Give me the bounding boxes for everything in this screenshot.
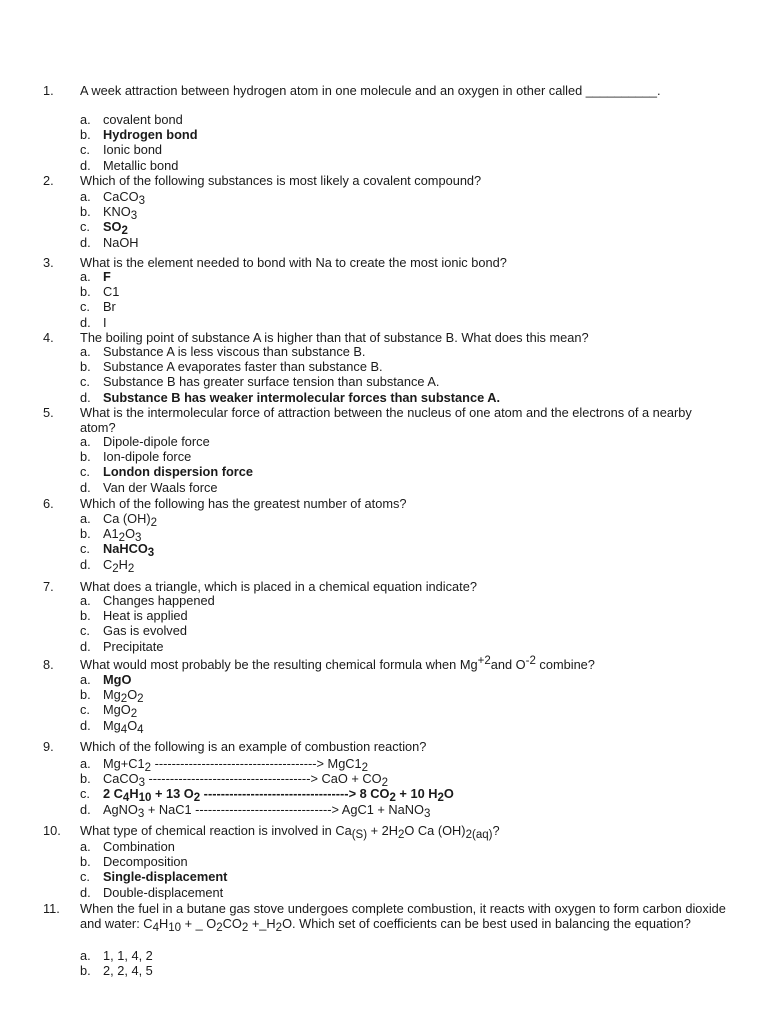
options-list — [80, 434, 740, 495]
option — [80, 344, 740, 359]
option-letter: c. — [80, 374, 90, 390]
text-run: NaOH — [103, 234, 139, 250]
superscript: -2 — [525, 654, 536, 667]
option — [80, 963, 740, 978]
option-letter: a. — [80, 434, 91, 449]
option-letter: c. — [80, 219, 90, 235]
question-text — [80, 255, 730, 270]
subscript: 2 — [127, 562, 135, 575]
option — [80, 315, 740, 330]
text-run: H — [158, 916, 169, 932]
text-run: combine? — [535, 657, 595, 672]
text-run: H — [118, 556, 128, 572]
option — [80, 541, 740, 560]
text-run: Metallic bond — [103, 157, 179, 173]
option — [80, 464, 740, 479]
option-letter: c. — [80, 299, 90, 315]
option-letter: d. — [80, 556, 91, 572]
option-text — [103, 142, 162, 157]
option-letter: a. — [80, 112, 91, 127]
text-run: +_H — [248, 916, 276, 932]
subscript: 2 — [275, 922, 283, 935]
option-text — [103, 511, 158, 529]
option-text — [103, 717, 144, 736]
text-run: ? — [492, 823, 500, 838]
option-text — [103, 374, 440, 389]
text-run: Double-displacement — [103, 884, 224, 900]
subscript: 4 — [122, 792, 130, 805]
option-letter: c. — [80, 541, 90, 557]
text-run: H — [129, 786, 139, 802]
text-run: Substance B has weaker intermolecular forces than substance A. — [103, 389, 501, 405]
subscript: 3 — [138, 194, 145, 207]
option-text — [103, 315, 107, 330]
text-run: What does a triangle, which is placed in a chemical equation indicate? — [80, 579, 477, 594]
subscript: 2 — [193, 792, 201, 805]
option-letter: d. — [80, 638, 91, 654]
text-run: Ca (OH) — [103, 511, 151, 526]
option-letter: d. — [80, 801, 91, 817]
text-run: Hydrogen bond — [103, 127, 198, 143]
text-run: The boiling point of substance A is higher than that of substance B. What does this mean? — [80, 330, 589, 345]
option — [80, 593, 740, 608]
subscript: 2 — [130, 708, 138, 721]
text-run: Decomposition — [103, 854, 188, 870]
option-letter: c. — [80, 786, 90, 802]
option-letter: b. — [80, 854, 91, 870]
subscript: 2 — [216, 922, 223, 935]
question-text — [80, 823, 730, 841]
option — [80, 839, 740, 854]
question-number: 10. — [43, 823, 61, 838]
options-list — [80, 511, 740, 575]
subscript: 4 — [120, 723, 128, 736]
subscript: 4 — [137, 723, 144, 736]
text-run: + _ O — [181, 916, 217, 932]
option — [80, 608, 740, 623]
option-text — [103, 702, 138, 721]
option-text — [103, 623, 187, 638]
superscript: +2 — [477, 654, 491, 667]
text-run: Precipitate — [103, 638, 164, 654]
question-number: 3. — [43, 255, 54, 270]
option-letter: a. — [80, 593, 91, 608]
subscript: 3 — [130, 210, 138, 223]
text-run: CaCO — [103, 189, 139, 204]
text-run: Which of the following has the greatest number of atoms? — [80, 496, 407, 511]
options-list — [80, 593, 740, 654]
question-number: 6. — [43, 496, 54, 511]
option — [80, 639, 740, 654]
option-letter: a. — [80, 511, 91, 526]
option — [80, 204, 740, 223]
option-text — [103, 434, 210, 449]
text-run: + NaC1 --------------------------------> AgC1 + NaNO — [144, 801, 424, 817]
text-run: + 10 H — [395, 786, 438, 802]
subscript: 2 — [137, 693, 144, 706]
option-letter: b. — [80, 284, 91, 300]
option-letter: b. — [80, 963, 91, 979]
text-run: Substance A is less viscous than substance B. — [103, 344, 366, 359]
text-run: C1 — [103, 284, 120, 300]
question-text — [80, 496, 730, 511]
option-text — [103, 344, 366, 359]
text-run: O — [125, 526, 136, 542]
option — [80, 189, 740, 207]
question-text — [80, 405, 730, 435]
question-number: 2. — [43, 173, 54, 188]
option-letter: a. — [80, 189, 91, 204]
option-letter: d. — [80, 717, 91, 733]
option-text — [103, 593, 215, 608]
text-run: --------------------------------------> MgC1 — [151, 756, 362, 771]
option-text-answer — [103, 269, 111, 284]
option-text — [103, 687, 144, 706]
option — [80, 556, 740, 575]
options-list — [80, 756, 740, 820]
option — [80, 374, 740, 389]
option-letter: a. — [80, 756, 91, 771]
text-run: I — [103, 314, 107, 330]
option-letter: a. — [80, 269, 91, 284]
question-text — [80, 173, 730, 188]
subscript: 2 — [144, 761, 152, 774]
subscript: 3 — [138, 777, 145, 790]
subscript: 2 — [389, 792, 396, 805]
option — [80, 158, 740, 173]
text-run: O — [127, 687, 138, 703]
option-text — [103, 801, 431, 820]
option-text — [103, 526, 142, 545]
subscript: 2 — [150, 516, 158, 529]
option-text — [103, 839, 175, 854]
option-letter: d. — [80, 157, 91, 173]
option — [80, 359, 740, 374]
text-run: Which of the following substances is most likely a covalent compound? — [80, 173, 482, 188]
option-text — [103, 608, 188, 623]
text-run: CaCO — [103, 771, 139, 787]
option — [80, 127, 740, 142]
text-run: F — [103, 269, 111, 284]
option-letter: d. — [80, 389, 91, 405]
question-number: 11. — [43, 901, 60, 916]
subscript: 2 — [398, 828, 405, 841]
option — [80, 511, 740, 529]
option-letter: c. — [80, 464, 90, 480]
option-text — [103, 449, 191, 464]
text-run: KNO — [103, 204, 131, 220]
question-text — [80, 579, 730, 594]
text-run: AgNO — [103, 801, 138, 817]
question-number: 7. — [43, 579, 54, 594]
option-letter: c. — [80, 702, 90, 718]
subscript: 10 — [168, 922, 182, 935]
option-text — [103, 112, 183, 127]
text-run: Mg — [103, 717, 121, 733]
subscript: 2 — [381, 777, 388, 790]
text-run: O Ca (OH) — [404, 823, 466, 838]
text-run: Van der Waals force — [103, 479, 218, 495]
text-run: O — [127, 717, 138, 733]
text-run: covalent bond — [103, 112, 183, 127]
option-letter: c. — [80, 142, 90, 158]
question-number: 1. — [43, 83, 54, 98]
text-run: Which of the following is an example of combustion reaction? — [80, 739, 427, 754]
option-letter: c. — [80, 869, 90, 885]
subscript: 2 — [120, 693, 128, 706]
option-letter: c. — [80, 623, 90, 639]
option — [80, 269, 740, 284]
subscript: 3 — [423, 807, 431, 820]
subscript: 2 — [437, 792, 444, 805]
subscript: (S) — [351, 828, 368, 841]
option-letter: b. — [80, 687, 91, 703]
subscript: 2(aq) — [465, 828, 493, 841]
option-text — [103, 963, 153, 978]
text-run: What type of chemical reaction is involved in Ca — [80, 823, 352, 838]
option-letter: d. — [80, 884, 91, 900]
option — [80, 717, 740, 736]
subscript: 2 — [118, 532, 126, 545]
subscript: 3 — [137, 807, 145, 820]
question-number: 9. — [43, 739, 54, 754]
text-run: MgO — [103, 672, 132, 687]
option — [80, 687, 740, 706]
options-list — [80, 672, 740, 736]
option — [80, 869, 740, 884]
option — [80, 390, 740, 405]
option-text — [103, 948, 153, 963]
text-run: Mg+C1 — [103, 756, 145, 771]
options-list — [80, 112, 740, 173]
text-run: London dispersion force — [103, 464, 254, 480]
option — [80, 112, 740, 127]
question-number: 4. — [43, 330, 54, 345]
option-letter: d. — [80, 314, 91, 330]
text-run: Single-displacement — [103, 869, 228, 885]
text-run: MgO — [103, 702, 131, 718]
option-text-answer — [103, 127, 198, 142]
option-text — [103, 204, 138, 223]
text-run: ----------------------------------> 8 CO — [200, 786, 390, 802]
option-letter: a. — [80, 839, 91, 854]
option — [80, 771, 740, 790]
subscript: 10 — [138, 792, 152, 805]
option — [80, 299, 740, 314]
text-run: 2, 2, 4, 5 — [103, 963, 153, 979]
text-run: SO — [103, 219, 122, 235]
text-run: --------------------------------------> CaO + CO — [144, 771, 382, 787]
option-letter: b. — [80, 608, 91, 624]
option-text-answer — [103, 869, 227, 884]
option — [80, 948, 740, 963]
question-number: 8. — [43, 657, 54, 672]
text-run: and O — [490, 657, 526, 672]
option — [80, 756, 740, 774]
option-letter: b. — [80, 359, 91, 375]
options-list — [80, 344, 740, 405]
text-run: 2 C — [103, 786, 123, 802]
option-letter: d. — [80, 479, 91, 495]
text-run: Combination — [103, 839, 175, 854]
option-letter: b. — [80, 449, 91, 465]
option — [80, 434, 740, 449]
option-text — [103, 284, 119, 299]
question-number: 5. — [43, 405, 54, 420]
option-letter: a. — [80, 948, 91, 963]
option-text-answer — [103, 390, 500, 405]
text-run: O — [443, 786, 454, 802]
text-run: Br — [103, 299, 116, 315]
subscript: 2 — [361, 761, 369, 774]
options-list — [80, 839, 740, 900]
text-run: When the fuel in a butane gas stove undergoes complete combustion, it reacts with oxygen to form carbon dioxide and water: C — [80, 901, 726, 932]
options-list — [80, 189, 740, 250]
option — [80, 885, 740, 900]
option — [80, 480, 740, 495]
option-letter: b. — [80, 127, 91, 143]
question-text — [80, 330, 730, 345]
text-run: A week attraction between hydrogen atom in one molecule and an oxygen in other called __________. — [80, 83, 661, 98]
option — [80, 672, 740, 687]
text-run: Changes happened — [103, 593, 215, 608]
question-text — [80, 83, 730, 98]
option-letter: a. — [80, 672, 91, 687]
text-run: C — [103, 556, 113, 572]
option-text — [103, 359, 383, 374]
option — [80, 854, 740, 869]
subscript: 3 — [135, 532, 142, 545]
text-run: + 2H — [367, 823, 399, 838]
option-text — [103, 235, 139, 250]
question-text — [80, 739, 730, 754]
option-letter: b. — [80, 526, 91, 542]
option-text-answer — [103, 219, 128, 238]
text-run: Gas is evolved — [103, 623, 187, 639]
option-text — [103, 556, 135, 575]
option-text — [103, 480, 218, 495]
option — [80, 449, 740, 464]
option-letter: b. — [80, 204, 91, 220]
option-text-answer — [103, 464, 253, 479]
option-text — [103, 189, 145, 207]
option-letter: b. — [80, 771, 91, 787]
text-run: NaHCO — [103, 541, 148, 557]
option — [80, 219, 740, 238]
option-text-answer — [103, 672, 131, 687]
subscript: 4 — [152, 922, 159, 935]
option — [80, 702, 740, 721]
option — [80, 142, 740, 157]
text-run: What would most probably be the resulting chemical formula when Mg — [80, 657, 478, 672]
text-run: Ion-dipole force — [103, 449, 192, 465]
question-text — [80, 901, 730, 935]
option-text — [103, 885, 223, 900]
text-run: Ionic bond — [103, 142, 163, 158]
options-list — [80, 948, 740, 978]
option-text — [103, 639, 163, 654]
text-run: What is the element needed to bond with Na to create the most ionic bond? — [80, 255, 507, 270]
option — [80, 623, 740, 638]
option — [80, 284, 740, 299]
text-run: 1, 1, 4, 2 — [103, 948, 153, 963]
option-text — [103, 158, 178, 173]
text-run: A1 — [103, 526, 119, 542]
question-text — [80, 654, 730, 672]
text-run: Substance A evaporates faster than substance B. — [103, 359, 383, 375]
option-text-answer — [103, 541, 155, 560]
option — [80, 526, 740, 545]
text-run: Dipole-dipole force — [103, 434, 210, 449]
option-letter: a. — [80, 344, 91, 359]
text-run: O. Which set of coefficients can be best used in balancing the equation? — [282, 916, 691, 932]
subscript: 2 — [112, 562, 119, 575]
text-run: Substance B has greater surface tension than substance A. — [103, 374, 440, 390]
option-text — [103, 756, 369, 774]
subscript: 2 — [121, 225, 128, 238]
subscript: 2 — [241, 922, 249, 935]
option-text — [103, 771, 388, 790]
option-letter: d. — [80, 234, 91, 250]
text-run: Mg — [103, 687, 121, 703]
option-text-answer — [103, 786, 454, 805]
text-run: CO — [222, 916, 242, 932]
option — [80, 235, 740, 250]
option — [80, 786, 740, 805]
text-run: + 13 O — [151, 786, 194, 802]
text-run: Heat is applied — [103, 608, 188, 624]
text-run: What is the intermolecular force of attraction between the nucleus of one atom and the electrons of a nearby atom? — [80, 405, 692, 436]
subscript: 3 — [147, 547, 155, 560]
option-text — [103, 854, 188, 869]
option — [80, 801, 740, 820]
options-list — [80, 269, 740, 330]
option-text — [103, 299, 116, 314]
